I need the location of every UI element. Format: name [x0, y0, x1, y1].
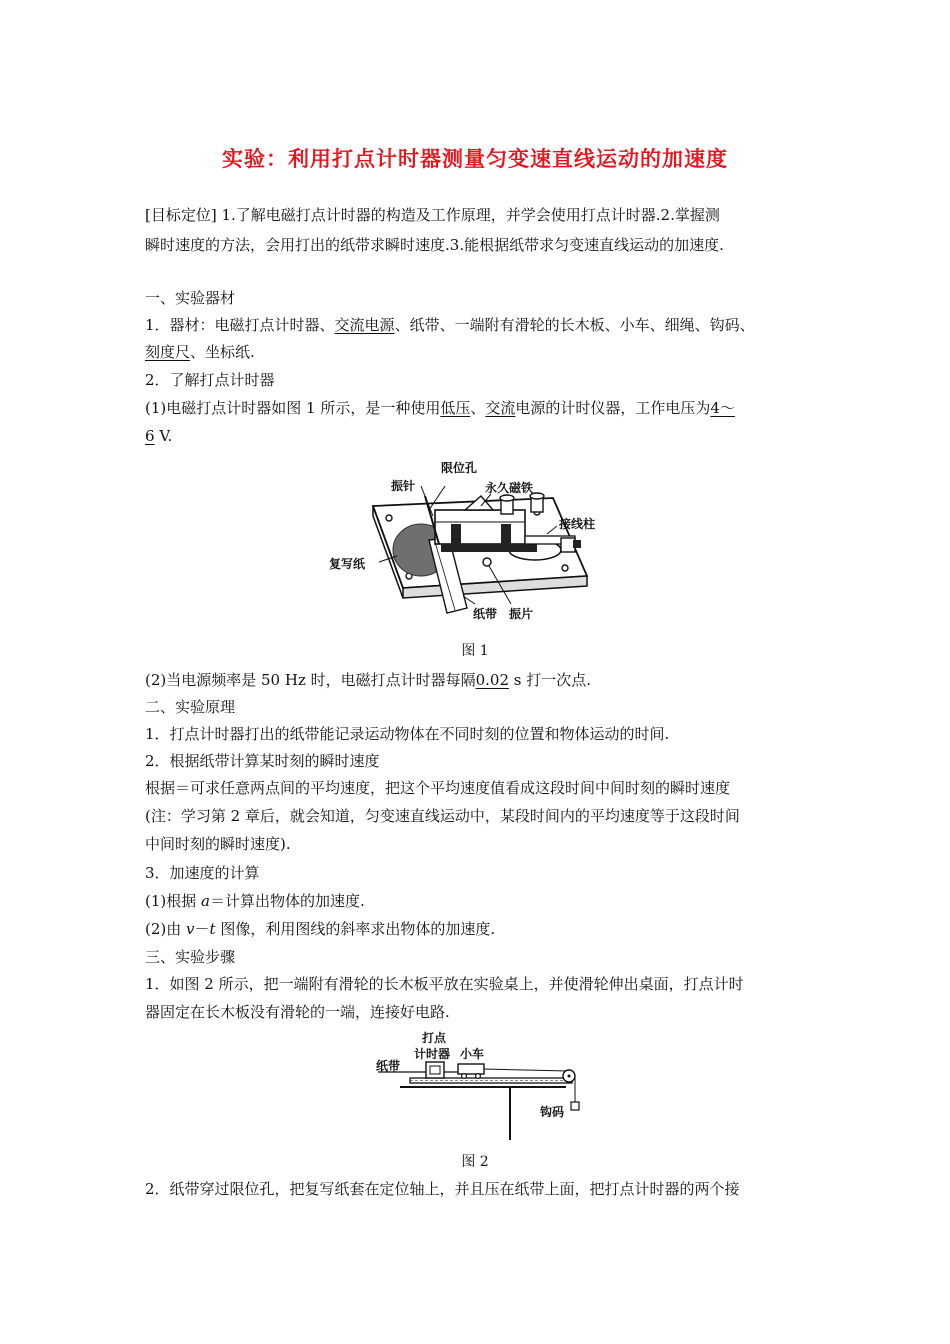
label-weight: 钩码	[540, 1105, 565, 1119]
label-timer-top: 打点	[422, 1031, 447, 1045]
blank-ac: 交流	[485, 399, 516, 417]
label-tape: 纸带	[376, 1059, 401, 1073]
step-1-line-2: 器固定在长木板没有滑轮的一端，连接好电路.	[145, 1003, 450, 1021]
timer-frequency-line: (2)当电源频率是 50 Hz 时，电磁打点计时器每隔0.02 s 打一次点.	[145, 671, 592, 689]
blank-voltage-range-end: 6	[145, 427, 155, 445]
goal-line-1: [目标定位] 1.了解电磁打点计时器的构造及工作原理，并学会使用打点计时器.2.掌握测	[145, 206, 720, 224]
principle-item-2: 2．根据纸带计算某时刻的瞬时速度	[145, 752, 380, 770]
figure-1-timer-diagram	[325, 458, 625, 638]
section-1-heading: 一、实验器材	[145, 289, 236, 307]
label-tape: 纸带	[473, 607, 498, 621]
section-2-heading: 二、实验原理	[145, 698, 236, 716]
principle-item-3: 3．加速度的计算	[145, 864, 260, 882]
principle-basis-2: (注：学习第 2 章后，就会知道，匀变速直线运动中，某段时间内的平均速度等于这段时间	[145, 807, 740, 825]
blank-ruler: 刻度尺	[145, 343, 191, 361]
timer-intro-line-1: (1)电磁打点计时器如图 1 所示，是一种使用低压、交流电源的计时仪器，工作电压为4～	[145, 399, 735, 417]
blank-voltage-range-start: 4～	[710, 399, 735, 417]
timer-intro-line-2: 6 V.	[145, 427, 173, 445]
label-magnet: 永久磁铁	[485, 481, 534, 495]
figure-2-caption: 图 2	[461, 1154, 489, 1170]
label-carbon-paper: 复写纸	[329, 557, 366, 571]
section-3-heading: 三、实验步骤	[145, 948, 236, 966]
figure-2-setup-diagram	[370, 1030, 590, 1145]
blank-low-voltage: 低压	[440, 399, 471, 417]
equipment-line-2: 刻度尺、坐标纸.	[145, 343, 255, 361]
label-plate: 振片	[509, 607, 534, 621]
acceleration-method-2: (2)由 v－t 图像，利用图线的斜率求出物体的加速度.	[145, 920, 496, 938]
principle-basis-1: 根据＝可求任意两点间的平均速度，把这个平均速度值看成这段时间中间时刻的瞬时速度	[145, 779, 731, 797]
principle-basis-3: 中间时刻的瞬时速度).	[145, 835, 291, 853]
section-1-item-2: 2．了解打点计时器	[145, 371, 275, 389]
label-timer-bottom: 计时器	[414, 1047, 451, 1061]
blank-ac-power: 交流电源	[334, 316, 395, 334]
acceleration-method-1: (1)根据 a＝计算出物体的加速度.	[145, 892, 365, 910]
step-2-line-1: 2．纸带穿过限位孔，把复写纸套在定位轴上，并且压在纸带上面，把打点计时器的两个接	[145, 1180, 740, 1198]
equipment-line-1: 1．器材：电磁打点计时器、交流电源、纸带、一端附有滑轮的长木板、小车、细绳、钩码、	[145, 316, 755, 334]
label-limit-hole: 限位孔	[441, 461, 478, 475]
cart-box	[458, 1064, 484, 1074]
label-terminal: 接线柱	[559, 517, 596, 531]
figure-1-caption: 图 1	[461, 643, 489, 659]
step-1-line-1: 1．如图 2 所示，把一端附有滑轮的长木板平放在实验桌上，并使滑轮伸出桌面，打点计时	[145, 975, 744, 993]
hanging-weight	[571, 1102, 579, 1110]
label-needle: 振针	[391, 479, 416, 493]
blank-interval: 0.02	[475, 671, 510, 689]
principle-item-1: 1．打点计时器打出的纸带能记录运动物体在不同时刻的位置和物体运动的时间.	[145, 725, 670, 743]
page-title: 实验：利用打点计时器测量匀变速直线运动的加速度	[222, 147, 728, 171]
label-cart: 小车	[460, 1047, 485, 1061]
goal-line-2: 瞬时速度的方法，会用打出的纸带求瞬时速度.3.能根据纸带求匀变速直线运动的加速度.	[145, 236, 724, 254]
